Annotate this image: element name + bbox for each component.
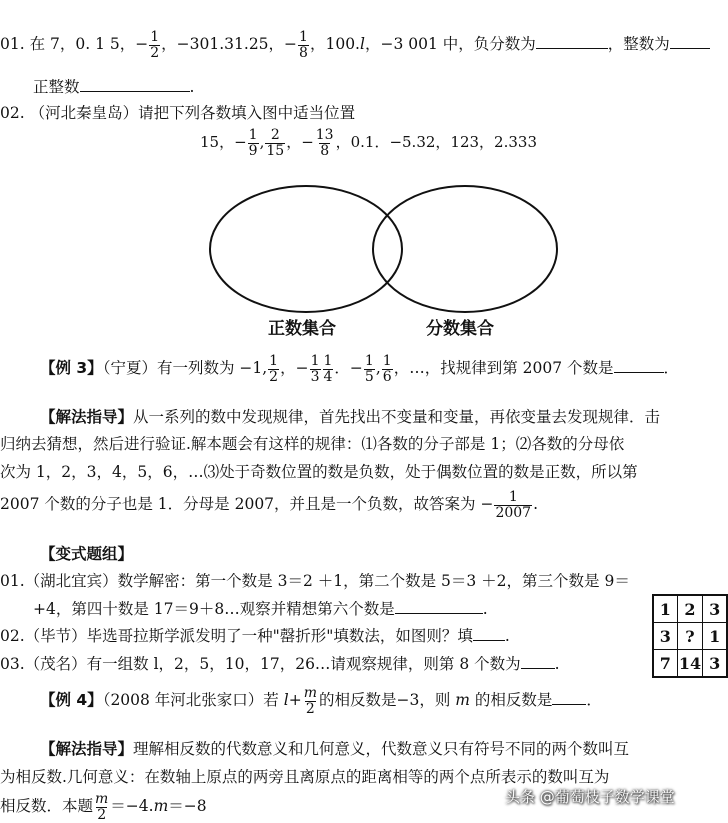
fraction: $\frac{1}{5}$ (364, 353, 374, 385)
solution-guide-1-line4: 2007 个数的分子也是 1．分母是 2007，并且是一个负数，故答案为 − $\frac{1}{2007}$ . (0, 489, 539, 521)
answer-blank[interactable] (395, 599, 483, 614)
answer-blank[interactable] (552, 690, 586, 705)
grid-cell: ? (677, 623, 703, 650)
solution-guide-1-line2: 归纳去猜想，然后进行验证.解本题会有这样的规律：⑴各数的分子部是 1；⑵各数的分母依 (0, 435, 625, 453)
fraction: $\frac{1}{6}$ (382, 353, 392, 385)
fraction: $\frac{2}{15}$ (266, 127, 285, 159)
fraction: $\frac{1}{8}$ (299, 29, 308, 61)
answer-blank[interactable] (521, 654, 555, 669)
number-grid (652, 594, 728, 678)
example-3: 【例 3】（宁夏）有一列数为 −1, $\frac{1}{2}$ ，− $\frac{1}{3}$ $\frac{1}{4}$ ．− $\frac{1}{5}$ , $\frac{1}{6}$ ，…，找规律到第 2007 个数是 ． (40, 353, 680, 385)
example-tag: 【例 3】 (40, 359, 103, 378)
fraction: $\frac{13}{8}$ (315, 127, 334, 159)
example-tag: 【例 4】 (40, 691, 103, 710)
question-01: 01. 在 7，0. 1 5，− $\frac{1}{2}$ ，−301.31.25，− $\frac{1}{8}$ ，100.l，−3 001 中，负分数为 ，整数为 (0, 30, 710, 60)
grid-cell: 3 (703, 650, 727, 678)
positive-set-label: 正数集合 (268, 319, 336, 339)
fraction: $\frac{1}{2}$ (150, 29, 160, 61)
solution-guide-2-line3: 相反数．本题 $\frac{m}{2}$ ＝−4.m＝−8 (0, 791, 207, 823)
guide-tag: 【解法指导】 (40, 408, 134, 426)
watermark: 头条 @葡萄枝子数学课堂 (505, 788, 675, 806)
variant-q3: 03.（茂名）有一组数 l，2，5，10，17，26…请观察规律，则第 8 个数为 . (0, 655, 560, 673)
answer-blank[interactable] (614, 358, 664, 373)
solution-guide-2-line2: 为相反数.几何意义：在数轴上原点的两旁且离原点的距离相等的两个点所表示的数叫互为 (0, 768, 610, 786)
variant-q2: 02.（毕节）毕选哥拉斯学派发明了一种"罄折形"填数法，如图则？填 . (0, 627, 510, 645)
example-4: 【例 4】（2008 年河北张家口）若 l+ $\frac{m}{2}$ 的相反数是−3，则 m 的相反数是 ． (40, 685, 602, 717)
grid-cell: 2 (677, 595, 703, 623)
fraction: $\frac{1}{9}$ (248, 127, 258, 159)
answer-blank[interactable] (473, 626, 505, 641)
fraction: $\frac{m}{2}$ (303, 685, 317, 717)
variant-q1-line2: +4，第四十数是 17＝9＋8…观察并精想第六个数是 . (33, 600, 488, 618)
number-list: 15，− $\frac{1}{9}$ , $\frac{2}{15}$ ，− $\frac{13}{8}$ ，0.1．−5.32，123，2.333 (200, 127, 537, 159)
answer-blank[interactable] (536, 34, 608, 49)
question-number: 01. (0, 35, 25, 54)
question-02: 02. （河北秦皇岛）请把下列各数填入图中适当位置 (0, 104, 356, 122)
question-01-line2: 正整数 . (33, 78, 195, 96)
variant-header: 【变式题组】 (40, 545, 134, 563)
fraction: $\frac{m}{2}$ (95, 791, 109, 823)
question-number: 02. (0, 104, 25, 122)
grid-cell: 3 (653, 623, 677, 650)
variant-q1: 01.（湖北宜宾）数学解密：第一个数是 3＝2 ＋1，第二个数是 5＝3 ＋2，第三个数是 9＝ (0, 572, 630, 590)
grid-cell: 3 (703, 595, 727, 623)
fraction: $\frac{1}{2}$ (269, 353, 279, 385)
solution-guide-1-line3: 次为 1，2，3，4，5，6，…⑶处于奇数位置的数是负数，处于偶数位置的数是正数，所以第 (0, 463, 638, 481)
fraction-set-ellipse (373, 186, 557, 312)
grid-cell: 1 (703, 623, 727, 650)
fraction: $\frac{1}{4}$ (323, 353, 333, 385)
answer-blank[interactable] (670, 34, 710, 49)
fraction: $\frac{1}{2007}$ (495, 489, 532, 521)
answer-blank[interactable] (80, 77, 190, 92)
grid-cell: 14 (677, 650, 703, 678)
grid-cell: 7 (653, 650, 677, 678)
fraction: $\frac{1}{3}$ (310, 353, 320, 385)
fraction-set-label: 分数集合 (426, 319, 494, 339)
positive-set-ellipse (210, 186, 402, 312)
solution-guide-1-line1: 【解法指导】从一系列的数中发现规律，首先找出不变量和变量，再依变量去发现规律．击 (40, 408, 661, 426)
solution-guide-2-line1: 【解法指导】理解相反数的代数意义和几何意义，代数意义只有符号不同的两个数叫互 (40, 740, 630, 758)
guide-tag: 【解法指导】 (40, 740, 134, 758)
grid-cell: 1 (653, 595, 677, 623)
